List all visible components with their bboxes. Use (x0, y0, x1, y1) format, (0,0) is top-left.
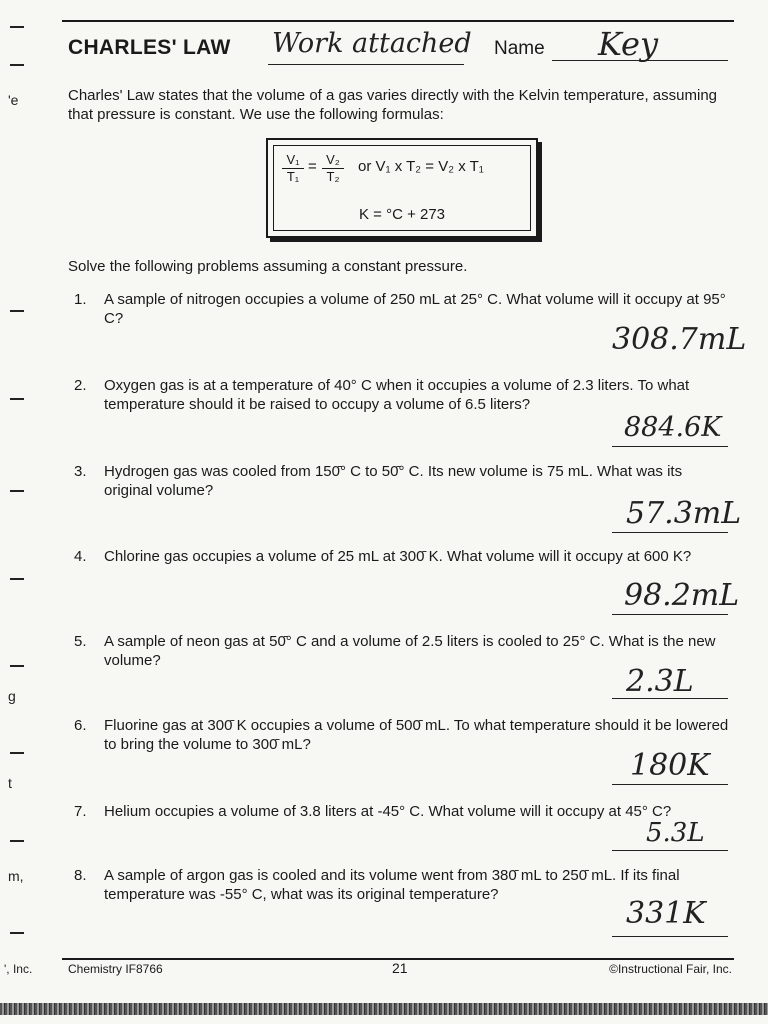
fraction-v2-t2 (322, 152, 344, 184)
problem-text: Hydrogen gas was cooled from 150̄° C to 50̄° C. Its new volume is 75 mL. What was its original volume? (104, 463, 683, 499)
numerator-v2: V₂ (322, 152, 344, 169)
top-rule (62, 20, 734, 22)
problem-number: 8. (74, 867, 87, 884)
problem-text: A sample of nitrogen occupies a volume of 250 mL at 25° C. What volume will it occupy at 95° C? (104, 291, 726, 327)
instruction: Solve the following problems assuming a constant pressure. (68, 258, 468, 275)
problem-number: 4. (74, 548, 87, 565)
answer-line (612, 614, 728, 615)
answer-6: 180K (630, 748, 710, 783)
margin-fragment: m, (8, 868, 24, 884)
margin-dash (10, 490, 24, 492)
problem-text: Fluorine gas at 300̄ K occupies a volume of 500̄ mL. To what temperature should it be lowered to bring the volume to 300̄ mL? (104, 717, 729, 753)
answer-line (612, 850, 728, 851)
footer-book-code: Chemistry IF8766 (68, 962, 163, 976)
answer-line (612, 446, 728, 447)
margin-fragment: ', Inc. (4, 962, 33, 976)
denominator-t2: T₂ (326, 169, 340, 184)
formula-box (266, 138, 538, 238)
denominator-t1: T₁ (286, 169, 300, 184)
margin-fragment: g (8, 688, 16, 704)
kelvin-formula: K = °C + 273 (358, 206, 446, 223)
margin-fragment: t (8, 775, 12, 791)
answer-1: 308.7mL (612, 322, 747, 357)
margin-dash (10, 310, 24, 312)
margin-dash (10, 840, 24, 842)
problem-number: 5. (74, 633, 87, 650)
problem-text: A sample of neon gas at 50̄° C and a volume of 2.5 liters is cooled to 25° C. What is the new volume? (104, 633, 716, 669)
answer-3: 57.3mL (626, 496, 742, 531)
margin-dash (10, 26, 24, 28)
problem-number: 1. (74, 291, 87, 308)
equals-sign: = (308, 158, 317, 175)
problem-text: Oxygen gas is at a temperature of 40° C when it occupies a volume of 2.3 liters. To what temperature should it be raised to occupy a volume of 6.5 liters? (104, 377, 690, 413)
margin-dash (10, 578, 24, 580)
problem-number: 2. (74, 377, 87, 394)
problem-number: 6. (74, 717, 87, 734)
margin-dash (10, 752, 24, 754)
footer-page-number: 21 (392, 960, 408, 976)
name-value: Key (598, 25, 659, 63)
work-note-underline (268, 64, 464, 65)
cross-multiply-formula: or V₁ x T₂ = V₂ x T₁ (358, 158, 484, 175)
margin-fragment: 'e (8, 92, 19, 108)
problem-text: A sample of argon gas is cooled and its volume went from 380̄ mL to 250̄ mL. If its final temperature was -55° C, what was its original temperature? (104, 867, 680, 903)
name-label: Name (494, 38, 545, 59)
intro-paragraph: Charles' Law states that the volume of a gas varies directly with the Kelvin temperature, assuming that pressure is constant. We use the following formulas: (68, 87, 718, 123)
problem-number: 3. (74, 463, 87, 480)
answer-line (612, 784, 728, 785)
problem-number: 7. (74, 803, 87, 820)
margin-dash (10, 398, 24, 400)
answer-5: 2.3L (626, 664, 694, 699)
problem-text: Chlorine gas occupies a volume of 25 mL at 300̄ K. What volume will it occupy at 600 K? (104, 548, 692, 565)
answer-line (612, 698, 728, 699)
margin-dash (10, 64, 24, 66)
formula-inner-border (273, 145, 531, 231)
answer-4: 98.2mL (624, 578, 740, 613)
answer-7: 5.3L (646, 818, 705, 848)
numerator-v1: V₁ (282, 152, 304, 169)
answer-line (612, 936, 728, 937)
answer-2: 884.6K (624, 412, 722, 443)
answer-line (612, 532, 728, 533)
fraction-v1-t1 (282, 152, 304, 184)
work-attached-note: Work attached (272, 28, 472, 59)
problem-text: Helium occupies a volume of 3.8 liters at -45° C. What volume will it occupy at 45° C? (104, 803, 672, 820)
scan-edge (0, 1003, 768, 1015)
footer-publisher: ©Instructional Fair, Inc. (609, 962, 732, 976)
page-title: CHARLES' LAW (68, 36, 231, 59)
margin-dash (10, 665, 24, 667)
margin-dash (10, 932, 24, 934)
answer-8: 331K (626, 896, 706, 931)
